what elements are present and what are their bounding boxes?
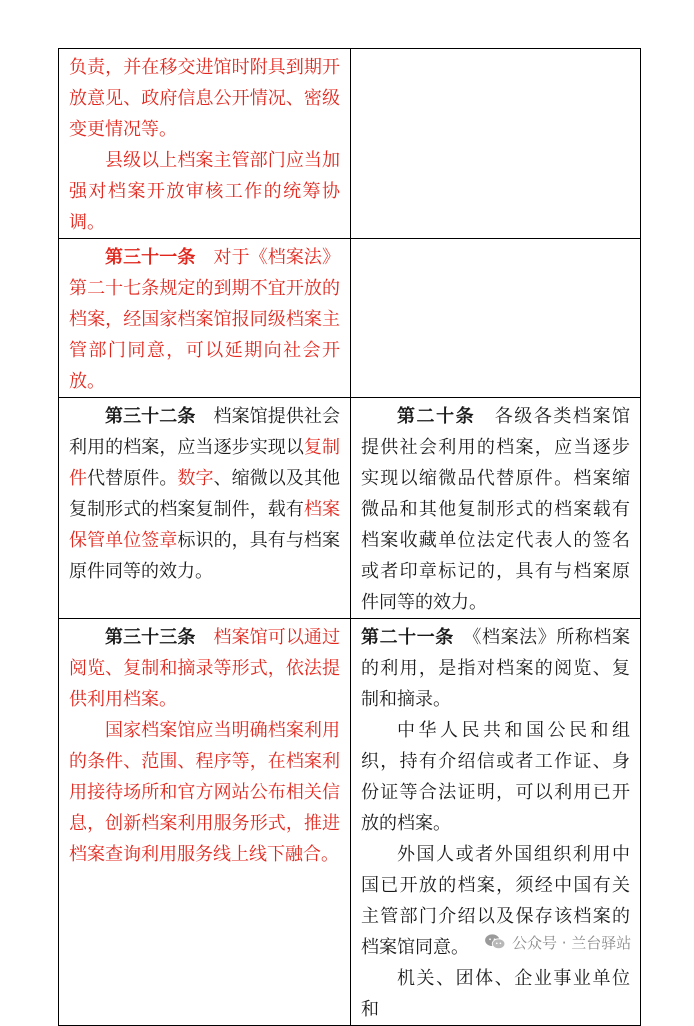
text-run: 机关、团体、企业事业单位和 (361, 968, 630, 1020)
wechat-icon (484, 933, 506, 951)
text-run: 、缩微以及其他复制形式的档案复制件，载有 (69, 468, 341, 520)
paragraph (69, 622, 340, 715)
left-cell (59, 239, 351, 398)
text-run: 国家档案馆应当明确档案利用的条件、范围、程序等，在档案利用接待场所和官方网站公布相关信息，创新档案利用服务形式，推进档案查询利用服务线上线下融合。 (69, 720, 340, 865)
text-run: 负责，并在移交进馆时附具到期开放意见、政府信息公开情况、密级变更情况等。 (69, 57, 340, 140)
paragraph (69, 52, 340, 145)
text-run: 代替原件。 (87, 468, 178, 489)
left-cell (59, 398, 351, 619)
text-run: 各级各类档案馆提供社会利用的档案，应当逐步实现以缩微品代替原件。档案缩微品和其他复制形式的档案载有档案收藏单位法定代表人的签名或者印章标记的，具有与档案原件同等的效力。 (361, 406, 631, 613)
left-cell (59, 49, 351, 239)
article-number: 第三十三条 (105, 627, 196, 648)
watermark (484, 928, 631, 956)
paragraph (361, 715, 630, 839)
text-run: 档案馆提供社会利用的档案，应当逐步实现以 (69, 406, 341, 458)
article-number: 第二十条 (397, 406, 476, 427)
text-run: 档案馆可以通过阅览、复制和摘录等形式，依法提供利用档案。 (69, 627, 341, 710)
right-cell (351, 619, 641, 1026)
text-run: 县级以上档案主管部门应当加强对档案开放审核工作的统筹协调。 (69, 150, 340, 233)
text-run: 数字 (177, 468, 214, 489)
watermark-text: 公众号 · 兰台驿站 (512, 933, 632, 952)
table-row (59, 49, 641, 239)
paragraph (69, 401, 340, 587)
table-row (59, 239, 641, 398)
text-run: 档案保管单位签章 (69, 499, 341, 551)
paragraph (361, 401, 630, 618)
paragraph (361, 622, 630, 715)
text-run: 标识的，具有与档案原件同等的效力。 (69, 530, 341, 582)
paragraph (69, 145, 340, 238)
article-number: 第三十一条 (105, 247, 196, 268)
text-run: 复制件 (69, 437, 341, 489)
table-row (59, 619, 641, 1026)
right-cell (351, 239, 641, 398)
left-cell (59, 619, 351, 1026)
comparison-table (58, 48, 641, 1026)
article-number: 第三十二条 (105, 406, 196, 427)
paragraph (361, 963, 630, 1025)
text-run: 《档案法》所称档案的利用，是指对档案的阅览、复制和摘录。 (361, 627, 631, 710)
right-cell (351, 49, 641, 239)
right-cell (351, 398, 641, 619)
text-run: 外国人或者外国组织利用中国已开放的档案，须经中国有关主管部门介绍以及保存该档案的档案馆同意。 (361, 844, 630, 958)
article-number: 第二十一条 (361, 627, 454, 648)
text-run: 中华人民共和国公民和组织，持有介绍信或者工作证、身份证等合法证明，可以利用已开放的档案。 (361, 720, 630, 834)
paragraph (69, 242, 340, 397)
text-run: 对于《档案法》第二十七条规定的到期不宜开放的档案，经国家档案馆报同级档案主管部门同意，可以延期向社会开放。 (69, 247, 341, 392)
table-row (59, 398, 641, 619)
paragraph (69, 715, 340, 870)
